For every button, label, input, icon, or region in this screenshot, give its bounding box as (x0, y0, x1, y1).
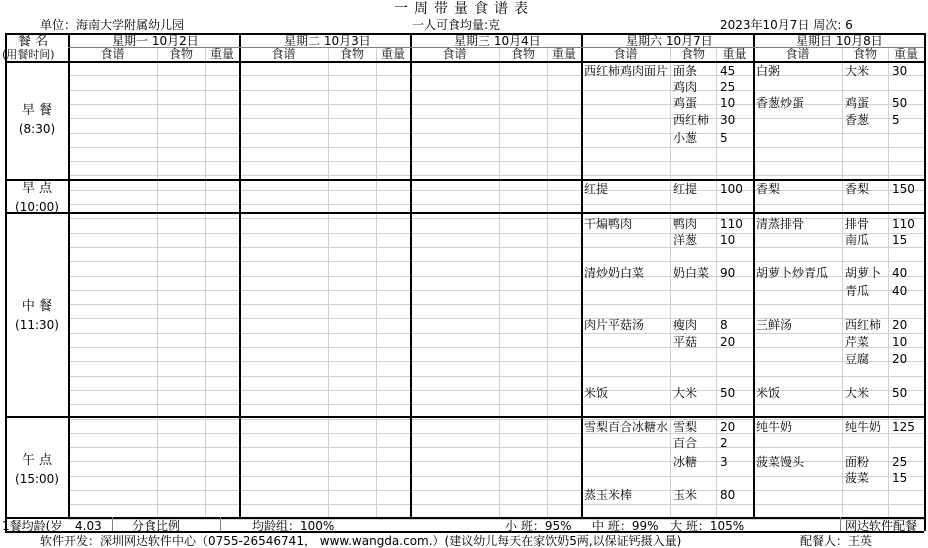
grid-vline (205, 47, 206, 518)
sun-lunch-dish: 三鲜汤 (756, 318, 793, 332)
corner-meal-name: 餐 名 (18, 34, 49, 49)
meal-morning-snack-time: (10:00) (15, 200, 59, 214)
grid-vline (840, 517, 841, 531)
ratio-label: 分食比例 (132, 519, 181, 533)
grid-vline (112, 517, 113, 531)
big-class-ratio: 大 班：105% (670, 519, 745, 533)
grid-hline (68, 75, 924, 76)
sat-snack_pm-weight: 20 (720, 420, 736, 434)
meal-breakfast-time: (8:30) (18, 122, 56, 136)
age-avg-label: 1餐均龄(岁 (2, 519, 63, 533)
grid-hline (68, 147, 924, 148)
sun-breakfast-weight: 5 (892, 113, 900, 127)
subheader-weight-0: 重量 (209, 47, 234, 61)
sat-lunch-weight: 20 (720, 335, 736, 349)
grid-vline (842, 47, 843, 518)
day-header-mon: 星期一 10月2日 (112, 34, 199, 48)
sat-snack_pm-weight: 80 (720, 488, 736, 502)
sun-lunch-weight: 40 (892, 284, 908, 298)
grid-hline (68, 304, 924, 305)
software-tag: 网达软件配餐 (845, 519, 918, 533)
sat-snack_pm-dish: 蒸玉米棒 (584, 488, 633, 502)
meal-breakfast-name: 早 餐 (21, 103, 53, 118)
subheader-food-4: 食物 (852, 47, 877, 61)
sun-breakfast-weight: 30 (892, 64, 908, 78)
grid-vline (376, 47, 377, 518)
sat-lunch-weight: 50 (720, 386, 736, 400)
meal-afternoon-snack-name: 午 点 (21, 453, 53, 468)
sun-breakfast-weight: 50 (892, 96, 908, 110)
grid-hline (68, 204, 924, 205)
sat-snack_am-food: 红提 (673, 182, 698, 196)
sun-snack_pm-food: 菠菜 (845, 471, 870, 485)
page-title: 一周带量食谱表 (394, 1, 534, 17)
grid-hline (68, 447, 924, 448)
grid-hline (68, 247, 924, 248)
sun-lunch-weight: 50 (892, 386, 908, 400)
grid-hline (68, 519, 924, 520)
sun-breakfast-dish: 香葱炒蛋 (756, 96, 805, 110)
grid-hline (5, 212, 924, 214)
sun-lunch-food: 豆腐 (845, 352, 870, 366)
meal-lunch-time: (11:30) (15, 318, 59, 332)
subheader-dish-2: 食谱 (442, 47, 467, 61)
grid-hline (68, 90, 924, 91)
sun-lunch-food: 西红柿 (845, 318, 882, 332)
sun-lunch-food: 排骨 (845, 217, 870, 231)
grid-hline (68, 161, 924, 162)
grid-vline (68, 33, 70, 518)
grid-hline (68, 333, 924, 334)
subheader-dish-1: 食谱 (271, 47, 296, 61)
sat-lunch-dish: 米饭 (584, 386, 609, 400)
sun-lunch-weight: 10 (892, 335, 908, 349)
grid-vline (239, 33, 241, 518)
sun-lunch-food: 南瓜 (845, 233, 870, 247)
grid-hline (68, 318, 924, 319)
sat-breakfast-weight: 30 (720, 113, 736, 127)
sun-snack_pm-food: 纯牛奶 (845, 420, 882, 434)
subheader-food-3: 食物 (680, 47, 705, 61)
sat-snack_pm-food: 百合 (673, 436, 698, 450)
grid-vline (328, 47, 329, 518)
grid-hline (68, 419, 924, 420)
sun-lunch-food: 胡萝卜 (845, 266, 882, 280)
day-header-sat: 星期六 10月7日 (626, 34, 713, 48)
sun-snack_am-dish: 香梨 (756, 182, 781, 196)
grid-vline (888, 47, 889, 518)
sun-lunch-weight: 20 (892, 352, 908, 366)
sat-snack_pm-weight: 3 (720, 455, 728, 469)
sun-lunch-food: 大米 (845, 386, 870, 400)
grid-hline (68, 261, 924, 262)
grid-hline (68, 390, 924, 391)
per-person-label: 一人可食均量:克 (412, 18, 501, 32)
subheader-weight-3: 重量 (722, 47, 747, 61)
sat-lunch-dish: 清炒奶白菜 (584, 266, 645, 280)
sat-lunch-food: 奶白菜 (673, 266, 710, 280)
sat-breakfast-dish: 西红柿鸡肉面片 (584, 64, 669, 78)
grid-vline (499, 47, 500, 518)
grid-vline (670, 47, 671, 518)
grid-hline (68, 133, 924, 134)
meal-afternoon-snack (6, 454, 68, 485)
sun-lunch-weight: 20 (892, 318, 908, 332)
sat-breakfast-weight: 5 (720, 131, 728, 145)
sat-snack_pm-food: 冰糖 (673, 455, 698, 469)
sat-snack_am-dish: 红提 (584, 182, 609, 196)
middle-class-ratio: 中 班：99% (592, 519, 659, 533)
sun-snack_am-food: 香梨 (845, 182, 870, 196)
grid-vline (924, 33, 926, 531)
sun-lunch-dish: 米饭 (756, 386, 781, 400)
sun-snack_am-weight: 150 (892, 182, 915, 196)
sun-lunch-food: 青瓜 (845, 284, 870, 298)
sat-breakfast-food: 西红柿 (673, 113, 710, 127)
small-class-ratio: 小 班：95% (505, 519, 572, 533)
sun-snack_pm-weight: 25 (892, 455, 908, 469)
grid-hline (68, 476, 924, 477)
sun-snack_pm-weight: 125 (892, 420, 915, 434)
sun-breakfast-dish: 白粥 (756, 64, 781, 78)
sat-lunch-food: 鸭肉 (673, 217, 698, 231)
sat-breakfast-food: 小葱 (673, 131, 698, 145)
sun-snack_pm-food: 面粉 (845, 455, 870, 469)
sun-lunch-dish: 胡萝卜炒青瓜 (756, 266, 829, 280)
subheader-weight-1: 重量 (380, 47, 405, 61)
subheader-food-0: 食物 (168, 47, 193, 61)
grid-vline (220, 517, 221, 531)
sat-breakfast-food: 鸡肉 (673, 80, 698, 94)
sat-lunch-dish: 干煸鸭肉 (584, 217, 633, 231)
grid-hline (68, 404, 924, 405)
sun-breakfast-food: 鸡蛋 (845, 96, 870, 110)
grid-hline (68, 347, 924, 348)
sun-lunch-weight: 110 (892, 217, 915, 231)
grid-hline (5, 416, 924, 418)
developer-note: 软件开发：深圳网达软件中心（0755-26546741， www.wangda.com.）(建议幼儿每天在家饮奶5两,以保证钙摄入量) (40, 534, 682, 548)
sat-snack_pm-food: 雪梨 (673, 420, 698, 434)
grid-vline (753, 33, 755, 518)
date-week-label: 2023年10月7日 周次: 6 (720, 18, 853, 32)
sat-breakfast-food: 面条 (673, 64, 698, 78)
grid-hline (68, 490, 924, 491)
sat-lunch-food: 瘦肉 (673, 318, 698, 332)
sat-snack_pm-food: 玉米 (673, 488, 698, 502)
subheader-dish-0: 食谱 (100, 47, 125, 61)
sat-snack_pm-weight: 2 (720, 436, 728, 450)
sun-snack_pm-dish: 纯牛奶 (756, 420, 793, 434)
grid-vline (581, 33, 583, 518)
sat-lunch-weight: 90 (720, 266, 736, 280)
sat-lunch-food: 洋葱 (673, 233, 698, 247)
grid-vline (716, 47, 717, 518)
grid-hline (5, 61, 924, 63)
sun-snack_pm-weight: 15 (892, 471, 908, 485)
sun-snack_pm-dish: 菠菜馒头 (756, 455, 805, 469)
subheader-food-1: 食物 (339, 47, 364, 61)
subheader-weight-2: 重量 (551, 47, 576, 61)
sat-breakfast-weight: 45 (720, 64, 736, 78)
preparer-label: 配餐人：王英 (800, 534, 873, 548)
grid-vline (410, 33, 412, 518)
grid-hline (68, 504, 924, 505)
subheader-weight-4: 重量 (893, 47, 918, 61)
grid-hline (68, 190, 924, 191)
meal-breakfast (6, 104, 68, 135)
sun-breakfast-food: 香葱 (845, 113, 870, 127)
sat-lunch-weight: 10 (720, 233, 736, 247)
grid-hline (68, 233, 924, 234)
sat-lunch-dish: 肉片平菇汤 (584, 318, 645, 332)
subheader-dish-4: 食谱 (785, 47, 810, 61)
sun-lunch-dish: 清蒸排骨 (756, 217, 805, 231)
grid-hline (68, 290, 924, 291)
sat-breakfast-weight: 25 (720, 80, 736, 94)
sat-lunch-weight: 110 (720, 217, 743, 231)
sun-breakfast-food: 大米 (845, 64, 870, 78)
meal-afternoon-snack-time: (15:00) (15, 472, 59, 486)
unit-label: 单位：海南大学附属幼儿园 (40, 18, 185, 32)
sun-lunch-weight: 15 (892, 233, 908, 247)
corner-meal-time: (用餐时间) (2, 48, 55, 61)
grid-hline (68, 175, 924, 176)
day-header-tue: 星期二 10月3日 (284, 34, 371, 48)
sat-snack_am-weight: 100 (720, 182, 743, 196)
subheader-food-2: 食物 (510, 47, 535, 61)
grid-vline (547, 47, 548, 518)
sat-lunch-weight: 8 (720, 318, 728, 332)
day-header-wed: 星期三 10月4日 (454, 34, 541, 48)
meal-morning-snack-name: 早 点 (21, 181, 53, 196)
sat-snack_pm-dish: 雪梨百合冰糖水 (584, 420, 669, 434)
grid-hline (68, 118, 924, 119)
grid-hline (5, 179, 924, 181)
grid-hline (68, 376, 924, 377)
age-avg-value: 4.03 (75, 519, 102, 533)
sat-breakfast-food: 鸡蛋 (673, 96, 698, 110)
sat-lunch-food: 平菇 (673, 335, 698, 349)
grid-hline (68, 361, 924, 362)
sun-lunch-weight: 40 (892, 266, 908, 280)
day-header-sun: 星期日 10月8日 (796, 34, 883, 48)
sat-lunch-food: 大米 (673, 386, 698, 400)
subheader-dish-3: 食谱 (613, 47, 638, 61)
meal-morning-snack (6, 182, 68, 213)
meal-lunch-name: 中 餐 (21, 299, 53, 314)
grid-hline (68, 433, 924, 434)
avg-group-ratio: 均龄组：100% (252, 519, 335, 533)
meal-lunch (6, 300, 68, 331)
sun-lunch-food: 芹菜 (845, 335, 870, 349)
sat-breakfast-weight: 10 (720, 96, 736, 110)
grid-vline (157, 47, 158, 518)
